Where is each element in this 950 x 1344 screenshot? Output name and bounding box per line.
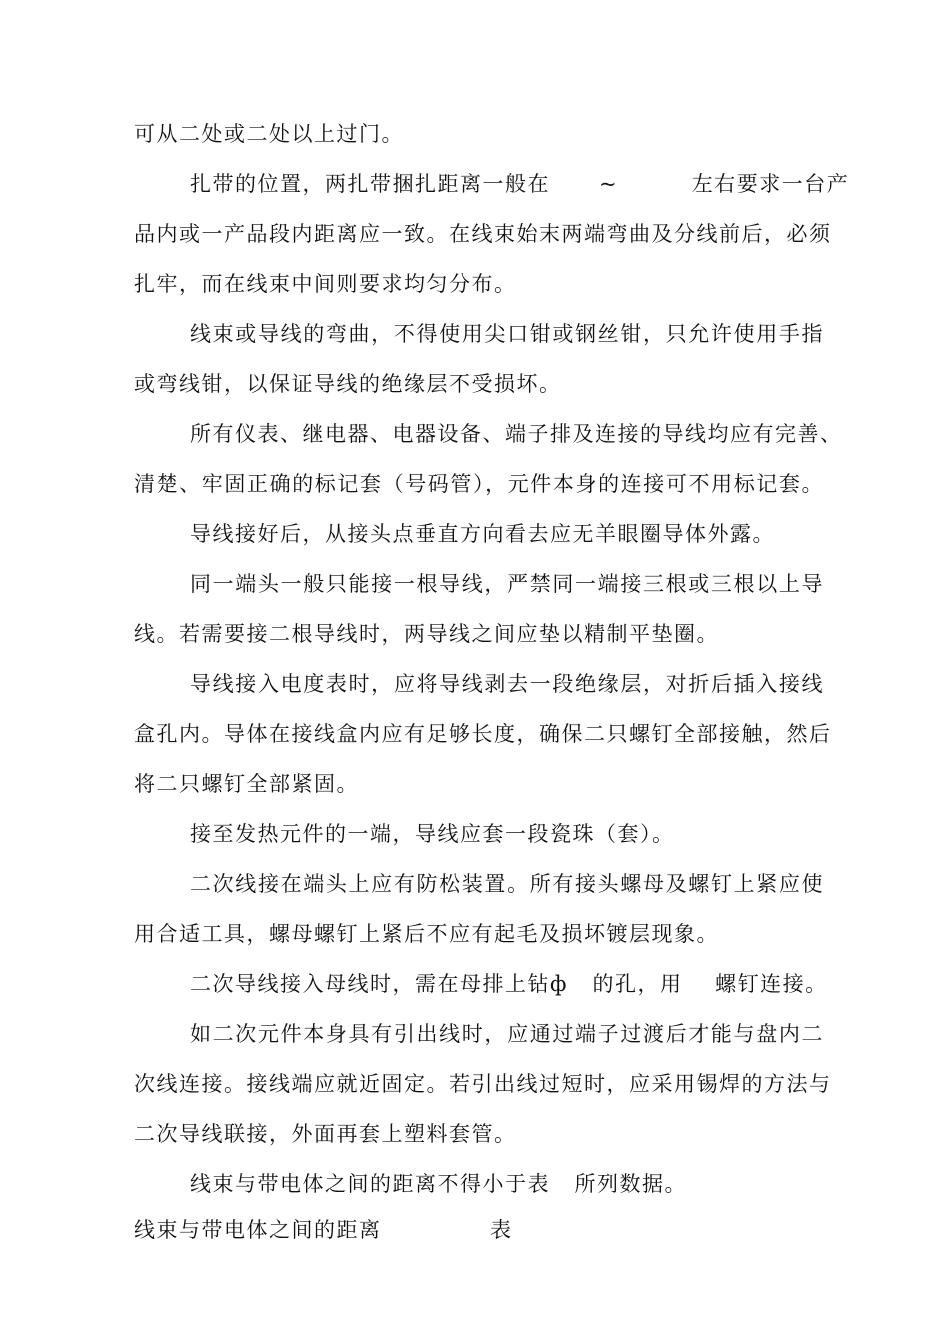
paragraph-line: 二次导线联接，外面再套上塑料套管。 — [134, 1122, 517, 1146]
paragraph-line: 盒孔内。导体在接线盒内应有足够长度，确保二只螺钉全部接触，然后 — [134, 722, 832, 746]
paragraph-line: 次线连接。接线端应就近固定。若引出线过短时，应采用锡焊的方法与 — [134, 1072, 832, 1096]
paragraph-line: 扎牢，而在线束中间则要求均匀分布。 — [134, 272, 517, 296]
paragraph-line: 或弯线钳，以保证导线的绝缘层不受损坏。 — [134, 372, 562, 396]
paragraph-line: 扎带的位置，两扎带捆扎距离一般在 ~ 左右要求一台产 — [190, 172, 850, 196]
paragraph-line: 如二次元件本身具有引出线时，应通过端子过渡后才能与盘内二 — [190, 1022, 824, 1046]
paragraph-line: 线。若需要接二根导线时，两导线之间应垫以精制平垫圈。 — [134, 622, 719, 646]
paragraph-line: 所有仪表、继电器、电器设备、端子排及连接的导线均应有完善、 — [190, 422, 843, 446]
paragraph-line: 导线接好后，从接头点垂直方向看去应无羊眼圈导体外露。 — [190, 522, 775, 546]
paragraph-line: 同一端头一般只能接一根导线，严禁同一端接三根或三根以上导 — [190, 572, 824, 596]
paragraph-line: 将二只螺钉全部紧固。 — [134, 772, 359, 796]
paragraph-line: 二次导线接入母线时，需在母排上钻ф 的孔，用 螺钉连接。 — [190, 972, 828, 996]
paragraph-line: 清楚、牢固正确的标记套（号码管），元件本身的连接可不用标记套。 — [134, 472, 824, 496]
paragraph-line: 品内或一产品段内距离应一致。在线束始末两端弯曲及分线前后，必须 — [134, 222, 832, 246]
paragraph-line: 导线接入电度表时，应将导线剥去一段绝缘层，对折后插入接线 — [190, 672, 824, 696]
table-caption-label: 表 — [490, 1218, 513, 1242]
paragraph-line: 线束与带电体之间的距离不得小于表 所列数据。 — [190, 1172, 688, 1196]
paragraph-line: 接至发热元件的一端，导线应套一段瓷珠（套）。 — [190, 822, 675, 846]
paragraph-line: 二次线接在端头上应有防松装置。所有接头螺母及螺钉上紧应使 — [190, 872, 824, 896]
paragraph-line: 线束或导线的弯曲，不得使用尖口钳或钢丝钳，只允许使用手指 — [190, 322, 824, 346]
paragraph-line: 用合适工具，螺母螺钉上紧后不应有起毛及损坏镀层现象。 — [134, 922, 719, 946]
paragraph-line: 可从二处或二处以上过门。 — [134, 122, 404, 146]
table-caption-title: 线束与带电体之间的距离 — [134, 1218, 382, 1242]
